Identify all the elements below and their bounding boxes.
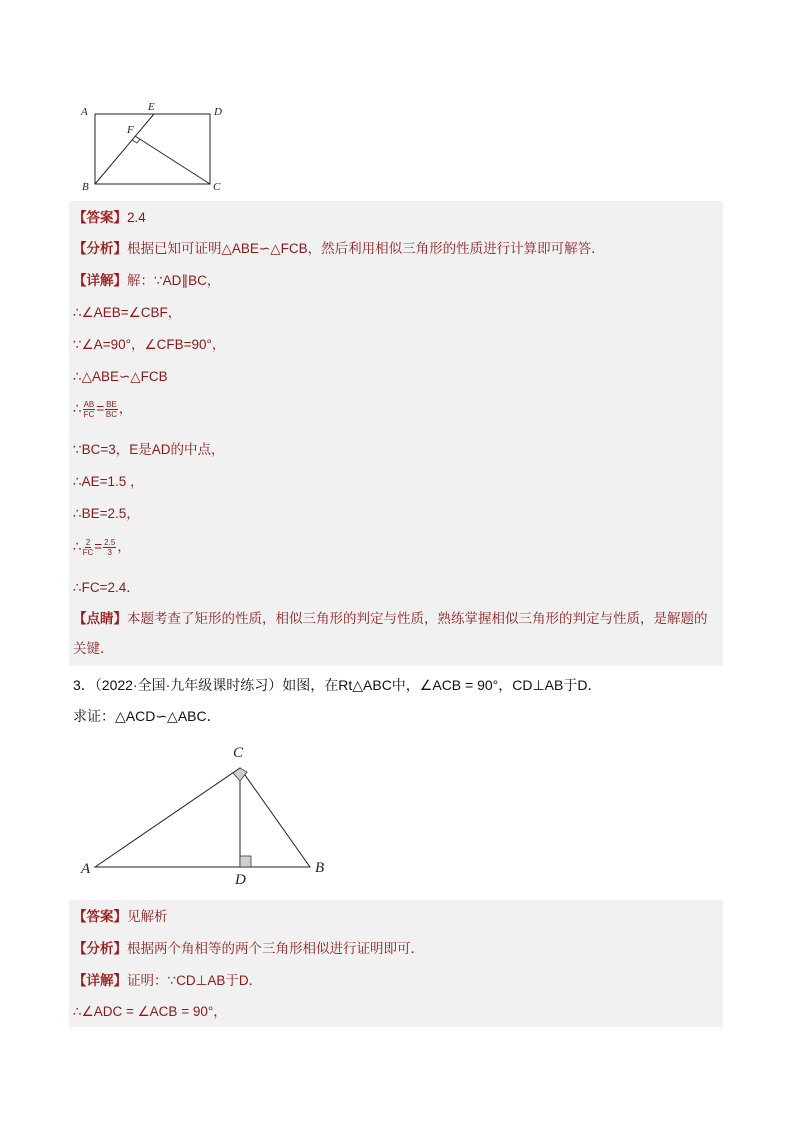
label-a: A xyxy=(81,106,88,118)
ratio-prefix: ∴ xyxy=(73,401,82,417)
fraction-den: 3 xyxy=(107,548,112,557)
comment-tag: 【点睛】 xyxy=(73,611,127,626)
answer-value: 2.4 xyxy=(127,210,146,225)
label-b: B xyxy=(315,860,325,876)
analysis-line-3 xyxy=(73,940,424,958)
right-angle-mark-c xyxy=(233,768,247,781)
comment-text: 本题考查了矩形的性质，相似三角形的判定与性质，熟练掌握相似三角形的判定与性质，是解题的关键． xyxy=(73,611,708,656)
fraction xyxy=(105,400,118,419)
ratio-line-1 xyxy=(73,400,132,419)
fraction-den: FC xyxy=(82,548,94,557)
ratio-suffix: ， xyxy=(117,539,131,555)
right-angle-mark-f xyxy=(132,139,140,143)
fraction-num: 2.5 xyxy=(104,538,116,547)
analysis-tag: 【分析】 xyxy=(73,941,127,956)
ratio-eq: = xyxy=(96,401,105,417)
label-b: B xyxy=(82,181,89,193)
ratio-line-2 xyxy=(73,538,131,557)
step-line: ∵BC=3，E是AD的中点， xyxy=(73,442,225,457)
step-line: ∵∠A=90°，∠CFB=90°， xyxy=(73,337,226,352)
fraction-num: BE xyxy=(106,400,117,409)
label-a: A xyxy=(81,861,91,877)
analysis-text: 根据已知可证明△ABE∽△FCB，然后利用相似三角形的性质进行计算即可解答． xyxy=(127,241,605,256)
triangle-abc xyxy=(95,768,310,867)
detail-line-3 xyxy=(73,972,262,990)
right-angle-mark-d xyxy=(240,856,251,867)
fraction xyxy=(103,538,116,557)
step-line: ∴FC=2.4． xyxy=(73,580,140,595)
fraction xyxy=(83,538,94,557)
fraction xyxy=(83,400,96,419)
label-c: C xyxy=(233,745,244,761)
ratio-eq: = xyxy=(94,539,103,555)
analysis-tag: 【分析】 xyxy=(73,241,127,256)
fraction-num: AB xyxy=(83,400,95,409)
detail-intro: 解：∵AD∥BC， xyxy=(127,273,221,288)
question-3-stem: 3．（2022·全国·九年级课时练习）如图，在Rt△ABC中，∠ACB = 90°，CD⊥AB于D． xyxy=(73,677,602,693)
answer-value: 见解析 xyxy=(127,909,168,924)
ratio-suffix: ， xyxy=(118,401,133,417)
analysis-line-1 xyxy=(73,240,605,258)
fraction-den: FC xyxy=(83,410,95,419)
detail-line-1 xyxy=(73,272,220,290)
label-f: F xyxy=(127,124,134,136)
fraction-den: BC xyxy=(105,410,118,419)
label-d: D xyxy=(235,872,246,888)
answer-line-3 xyxy=(73,908,168,926)
answer-tag: 【答案】 xyxy=(73,909,127,924)
ratio-prefix: ∴ xyxy=(73,539,82,555)
step-line: ∴BE=2.5， xyxy=(73,506,140,521)
analysis-text: 根据两个角相等的两个三角形相似进行证明即可． xyxy=(127,941,424,956)
step-line: ∴△ABE∽△FCB xyxy=(73,369,168,384)
rectangle-figure xyxy=(75,98,235,198)
label-e: E xyxy=(148,101,155,113)
detail-tag: 【详解】 xyxy=(73,273,127,288)
answer-tag: 【答案】 xyxy=(73,210,127,225)
step-line: ∴∠ADC = ∠ACB = 90°， xyxy=(73,1004,227,1019)
detail-tag: 【详解】 xyxy=(73,973,127,988)
label-d: D xyxy=(214,106,222,118)
comment-block-1 xyxy=(73,604,718,664)
step-line: ∴∠AEB=∠CBF， xyxy=(73,305,182,320)
step-line: ∴AE=1.5 ， xyxy=(73,474,144,489)
segment-be xyxy=(95,114,154,184)
detail-text: 证明：∵CD⊥AB于D． xyxy=(127,973,263,988)
label-c: C xyxy=(213,181,221,193)
answer-line-1 xyxy=(73,209,146,227)
fraction-num: 2 xyxy=(85,538,91,547)
solution-box-1 xyxy=(69,201,723,666)
triangle-figure xyxy=(75,740,335,890)
question-3-prove: 求证：△ACD∽△ABC． xyxy=(73,708,221,724)
segment-cf xyxy=(135,136,210,184)
